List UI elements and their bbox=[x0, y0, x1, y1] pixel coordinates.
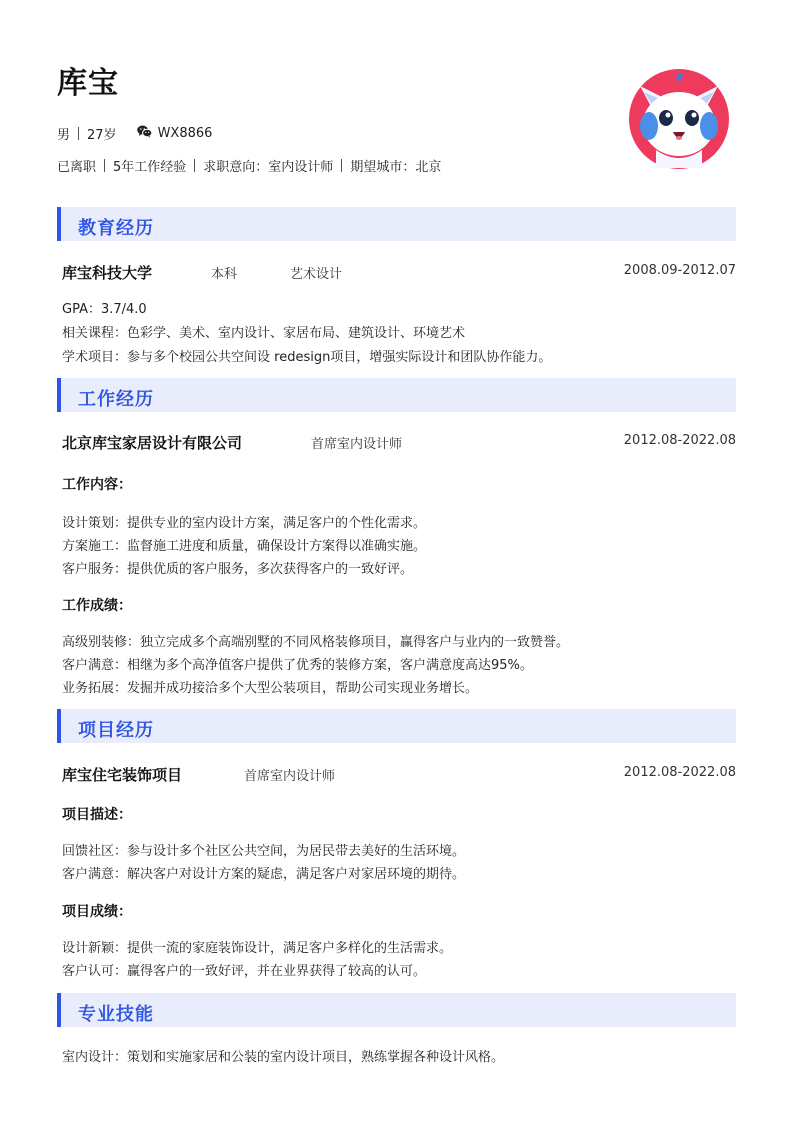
school-name: 库宝科技大学 bbox=[62, 264, 153, 282]
experience-years: 5年工作经验 bbox=[113, 160, 187, 175]
work-content-line: 客户服务：提供优质的客户服务，多次获得客户的一致好评。 bbox=[62, 562, 414, 577]
section-accent-bar bbox=[57, 709, 61, 743]
education-line: GPA：3.7/4.0 bbox=[62, 302, 147, 317]
job-info-line bbox=[57, 156, 441, 175]
section-accent-bar bbox=[57, 993, 61, 1027]
section-header-skills bbox=[57, 993, 736, 1027]
project-name: 库宝住宅装饰项目 bbox=[62, 766, 183, 784]
divider bbox=[104, 159, 105, 172]
work-date: 2012.08-2022.08 bbox=[623, 433, 736, 448]
basic-info-line bbox=[57, 124, 212, 143]
project-desc-line: 客户满意：解决客户对设计方案的疑虑，满足客户对家居环境的期待。 bbox=[62, 867, 466, 882]
section-title: 专业技能 bbox=[78, 1004, 154, 1025]
section-title: 工作经历 bbox=[78, 389, 154, 410]
job-status: 已离职 bbox=[57, 160, 97, 175]
section-accent-bar bbox=[57, 378, 61, 412]
divider bbox=[341, 159, 342, 172]
work-result-line: 业务拓展：发掘并成功接洽多个大型公装项目，帮助公司实现业务增长。 bbox=[62, 681, 479, 696]
company-name: 北京库宝家居设计有限公司 bbox=[62, 434, 243, 452]
wechat-id: WX8866 bbox=[157, 126, 213, 141]
divider bbox=[78, 127, 79, 140]
work-results-heading: 工作成绩： bbox=[62, 598, 132, 614]
section-title: 教育经历 bbox=[78, 218, 154, 239]
project-desc-line: 回馈社区：参与设计多个社区公共空间，为居民带去美好的生活环境。 bbox=[62, 844, 466, 859]
education-line: 相关课程：色彩学、美术、室内设计、家居布局、建筑设计、环境艺术 bbox=[62, 326, 466, 341]
major: 艺术设计 bbox=[290, 267, 343, 282]
work-result-line: 客户满意：相继为多个高净值客户提供了优秀的装修方案，客户满意度高达95%。 bbox=[62, 658, 533, 673]
wechat-icon bbox=[137, 125, 152, 142]
section-title: 项目经历 bbox=[78, 720, 154, 741]
section-header-project bbox=[57, 709, 736, 743]
degree: 本科 bbox=[211, 267, 238, 282]
position: 首席室内设计师 bbox=[311, 437, 403, 452]
education-date: 2008.09-2012.07 bbox=[623, 263, 736, 278]
work-content-heading: 工作内容： bbox=[62, 477, 132, 493]
work-content-line: 设计策划：提供专业的室内设计方案，满足客户的个性化需求。 bbox=[62, 516, 427, 531]
gender: 男 bbox=[57, 128, 71, 143]
project-results-heading: 项目成绩： bbox=[62, 904, 132, 920]
work-content-line: 方案施工：监督施工进度和质量，确保设计方案得以准确实施。 bbox=[62, 539, 427, 554]
expected-city: 期望城市：北京 bbox=[350, 160, 442, 175]
age: 27岁 bbox=[87, 128, 117, 143]
cartoon-cat-avatar-icon bbox=[622, 68, 736, 170]
education-line: 学术项目：参与多个校园公共空间设 redesign项目，增强实际设计和团队协作能力。 bbox=[62, 350, 552, 365]
candidate-name: 库宝 bbox=[57, 66, 119, 101]
divider bbox=[194, 159, 195, 172]
work-result-line: 高级别装修：独立完成多个高端别墅的不同风格装修项目，赢得客户与业内的一致赞誉。 bbox=[62, 635, 570, 650]
avatar bbox=[622, 68, 736, 170]
section-header-education bbox=[57, 207, 736, 241]
project-date: 2012.08-2022.08 bbox=[623, 765, 736, 780]
project-result-line: 设计新颖：提供一流的家庭装饰设计，满足客户多样化的生活需求。 bbox=[62, 941, 453, 956]
section-header-work bbox=[57, 378, 736, 412]
project-result-line: 客户认可：赢得客户的一致好评，并在业界获得了较高的认可。 bbox=[62, 964, 427, 979]
job-intent: 求职意向：室内设计师 bbox=[203, 160, 334, 175]
project-role: 首席室内设计师 bbox=[244, 769, 336, 784]
section-accent-bar bbox=[57, 207, 61, 241]
skill-line: 室内设计：策划和实施家居和公装的室内设计项目，熟练掌握各种设计风格。 bbox=[62, 1050, 505, 1065]
project-desc-heading: 项目描述： bbox=[62, 807, 132, 823]
